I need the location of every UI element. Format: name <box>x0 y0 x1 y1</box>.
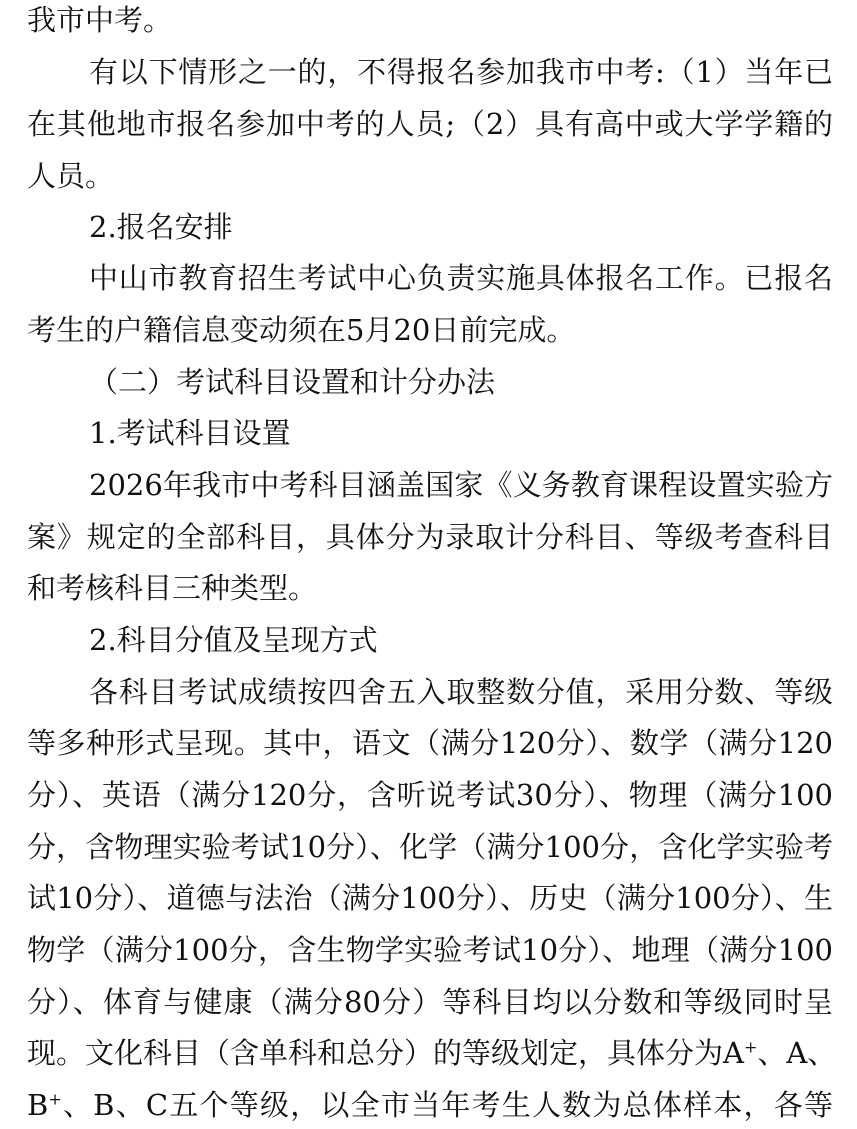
text-line-12: 和考核科目三种类型。 <box>27 571 318 605</box>
text-line-6: 中山市教育招生考试中心负责实施具体报名工作。已报名 <box>89 261 833 295</box>
text-line-18: 试10分）、道德与法治（满分100分）、历史（满分100分）、生 <box>27 881 833 915</box>
text-line-4: 人员。 <box>27 159 115 193</box>
section-heading-subject-setup: 1.考试科目设置 <box>89 416 291 450</box>
text-line-22 <box>27 1085 833 1125</box>
text-line-17: 分，含物理实验考试10分）、化学（满分100分，含化学实验考 <box>27 830 833 864</box>
text-line-11: 案》规定的全部科目，具体分为录取计分科目、等级考查科目 <box>27 520 833 554</box>
text-line-2: 有以下情形之一的，不得报名参加我市中考:（1）当年已 <box>89 55 833 89</box>
section-heading-score-presentation: 2.科目分值及呈现方式 <box>89 623 378 657</box>
text-line-16: 分）、英语（满分120分，含听说考试30分）、物理（满分100 <box>27 778 833 812</box>
text-line-10: 2026年我市中考科目涵盖国家《义务教育课程设置实验方 <box>89 468 833 502</box>
text-line-21 <box>27 1033 837 1073</box>
grade-superscript-plus-2: + <box>48 1089 62 1109</box>
grade-superscript-plus: + <box>743 1037 758 1057</box>
text-line-14: 各科目考试成绩按四舍五入取整数分值，采用分数、等级 <box>89 675 833 709</box>
section-heading-subjects-scoring: （二）考试科目设置和计分办法 <box>89 365 496 399</box>
text-line-22-part-b: 、B、C五个等级，以全市当年考生人数为总体样本，各等 <box>61 1088 833 1122</box>
text-line-21-part-b: 、A、 <box>757 1036 837 1070</box>
text-line-22-part-a: B <box>27 1088 49 1122</box>
section-heading-registration: 2.报名安排 <box>89 210 233 244</box>
text-line-7: 考生的户籍信息变动须在5月20日前完成。 <box>27 313 576 347</box>
text-line-20: 分）、体育与健康（满分80分）等科目均以分数和等级同时呈 <box>27 985 833 1019</box>
text-line-19: 物学（满分100分，含生物学实验考试10分）、地理（满分100 <box>27 933 833 967</box>
text-line-1: 我市中考。 <box>27 3 173 37</box>
text-line-21-part-a: 现。文化科目（含单科和总分）的等级划定，具体分为A <box>27 1036 744 1070</box>
text-line-15: 等多种形式呈现。其中，语文（满分120分）、数学（满分120 <box>27 726 833 760</box>
text-line-3: 在其他地市报名参加中考的人员;（2）具有高中或大学学籍的 <box>27 107 833 141</box>
